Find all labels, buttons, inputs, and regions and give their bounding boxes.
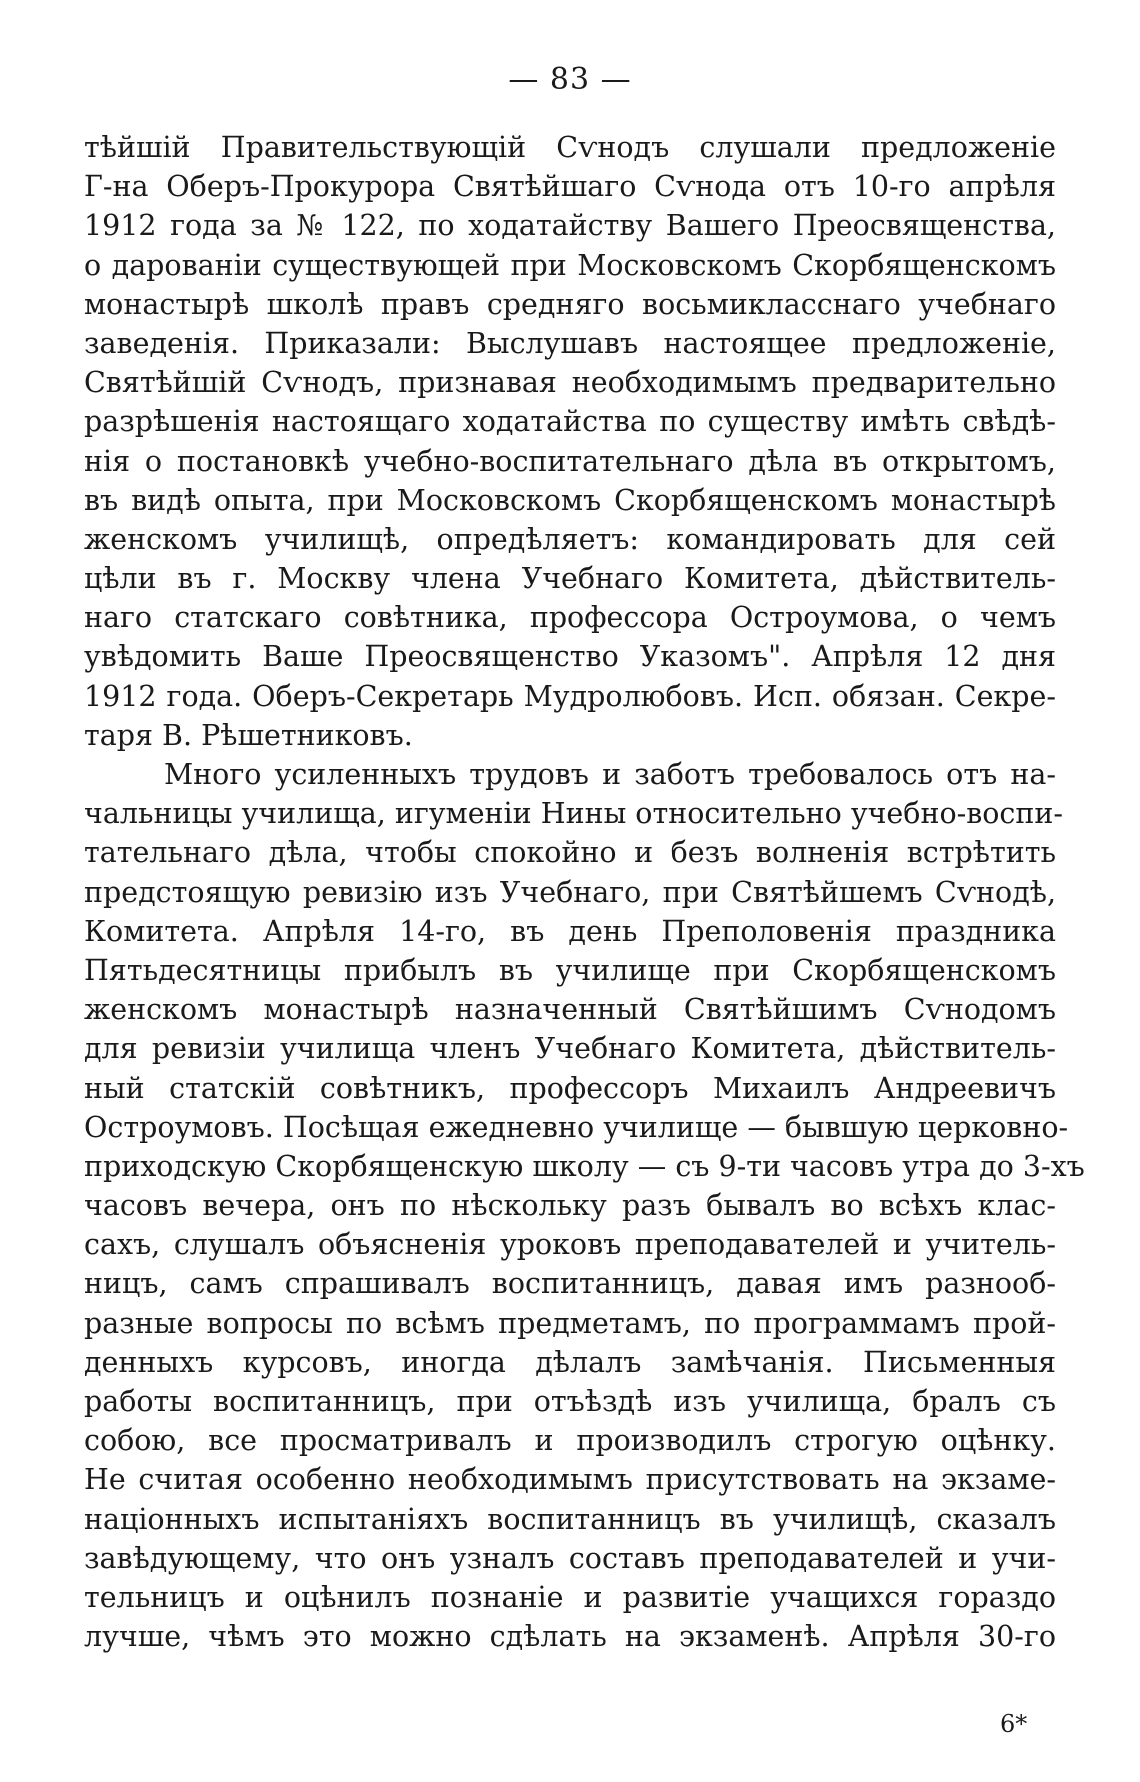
text-line: тательнаго дѣла, чтобы спокойно и безъ волненія встрѣтить (84, 836, 1056, 870)
text-line: цѣли въ г. Москву члена Учебнаго Комитета, дѣйствитель- (84, 562, 1056, 596)
text-line: женскомъ училищѣ, опредѣляетъ: командировать для сей (84, 522, 1056, 556)
text-line: 1912 года за № 122, по ходатайству Вашего Преосвященства, (84, 209, 1056, 243)
text-line: денныхъ курсовъ, иногда дѣлалъ замѣчанія. Письменныя (84, 1345, 1056, 1379)
text-line: лучше, чѣмъ это можно сдѣлать на экзаменѣ. Апрѣля 30-го (84, 1620, 1056, 1654)
text-line: ницъ, самъ спрашивалъ воспитанницъ, давая имъ разнооб- (84, 1267, 1056, 1301)
text-line: монастырѣ школѣ правъ средняго восьмикласснаго учебнаго (84, 287, 1056, 321)
text-line: работы воспитанницъ, при отъѣздѣ изъ училища, бралъ съ (84, 1385, 1056, 1418)
text-line: 1912 года. Оберъ-Секретарь Мудролюбовъ. Исп. обязан. Секре- (84, 679, 1056, 713)
text-line: заведенія. Приказали: Выслушавъ настоящее предложеніе, (84, 326, 1056, 360)
text-line: разные вопросы по всѣмъ предметамъ, по программамъ прой- (84, 1306, 1056, 1340)
text-line: сахъ, слушалъ объясненія уроковъ преподавателей и учитель- (84, 1228, 1056, 1262)
text-line: Комитета. Апрѣля 14-го, въ день Преполовенія праздника (84, 914, 1056, 948)
text-line: Много усиленныхъ трудовъ и заботъ требовалось отъ на- (164, 758, 1056, 791)
text-line: націонныхъ испытаніяхъ воспитанницъ въ училищѣ, сказалъ (84, 1502, 1056, 1536)
text-line: Остроумовъ. Посѣщая ежедневно училище — бывшую церковно- (84, 1110, 1069, 1144)
printer-signature-mark: 6* (1000, 1710, 1028, 1738)
text-line: Г-на Оберъ-Прокурора Святѣйшаго Сѵнода отъ 10-го апрѣля (84, 170, 1056, 204)
text-line: нія о постановкѣ учебно-воспитательнаго дѣла въ открытомъ, (84, 444, 1056, 478)
text-line: увѣдомить Ваше Преосвященство Указомъ". Апрѣля 12 дня (84, 640, 1056, 674)
text-line: Святѣйшій Сѵнодъ, признавая необходимымъ предварительно (84, 366, 1056, 400)
text-line: приходскую Скорбященскую школу — съ 9-ти часовъ утра до 3-хъ (84, 1149, 1085, 1183)
text-line: разрѣшенія настоящаго ходатайства по существу имѣть свѣдѣ- (84, 405, 1056, 439)
text-line: таря В. Рѣшетниковъ. (84, 718, 413, 752)
text-line: чальницы училища, игуменіи Нины относительно учебно-воспи- (84, 797, 1064, 831)
text-line: Не считая особенно необходимымъ присутствовать на экзаме- (84, 1463, 1056, 1497)
text-line: часовъ вечера, онъ по нѣскольку разъ бывалъ во всѣхъ клас- (84, 1189, 1056, 1223)
text-line: завѣдующему, что онъ узналъ составъ преподавателей и учи- (84, 1541, 1056, 1575)
text-line: женскомъ монастырѣ назначенный Святѣйшимъ Сѵнодомъ (84, 993, 1056, 1027)
paragraph-1 (84, 128, 1056, 755)
body-text (84, 128, 1085, 1656)
text-line: тѣйшій Правительствующій Сѵнодъ слушали предложеніе (84, 131, 1056, 164)
text-line: Пятьдесятницы прибылъ въ училище при Скорбященскомъ (84, 953, 1056, 987)
text-line: о дарованіи существующей при Московскомъ Скорбященскомъ (84, 248, 1056, 282)
text-line: тельницъ и оцѣнилъ познаніе и развитіе учащихся гораздо (84, 1580, 1056, 1614)
text-line: наго статскаго совѣтника, профессора Остроумова, о чемъ (84, 601, 1056, 635)
text-line: въ видѣ опыта, при Московскомъ Скорбященскомъ монастырѣ (84, 483, 1056, 517)
text-line: ный статскій совѣтникъ, профессоръ Михаилъ Андреевичъ (84, 1071, 1056, 1105)
paragraph-2 (84, 755, 1085, 1656)
text-line: собою, все просматривалъ и производилъ строгую оцѣнку. (84, 1424, 1056, 1458)
text-line: предстоящую ревизію изъ Учебнаго, при Святѣйшемъ Сѵнодѣ, (84, 875, 1056, 909)
page-number: — 83 — (508, 62, 632, 97)
text-line: для ревизіи училища членъ Учебнаго Комитета, дѣйствитель- (84, 1032, 1056, 1066)
